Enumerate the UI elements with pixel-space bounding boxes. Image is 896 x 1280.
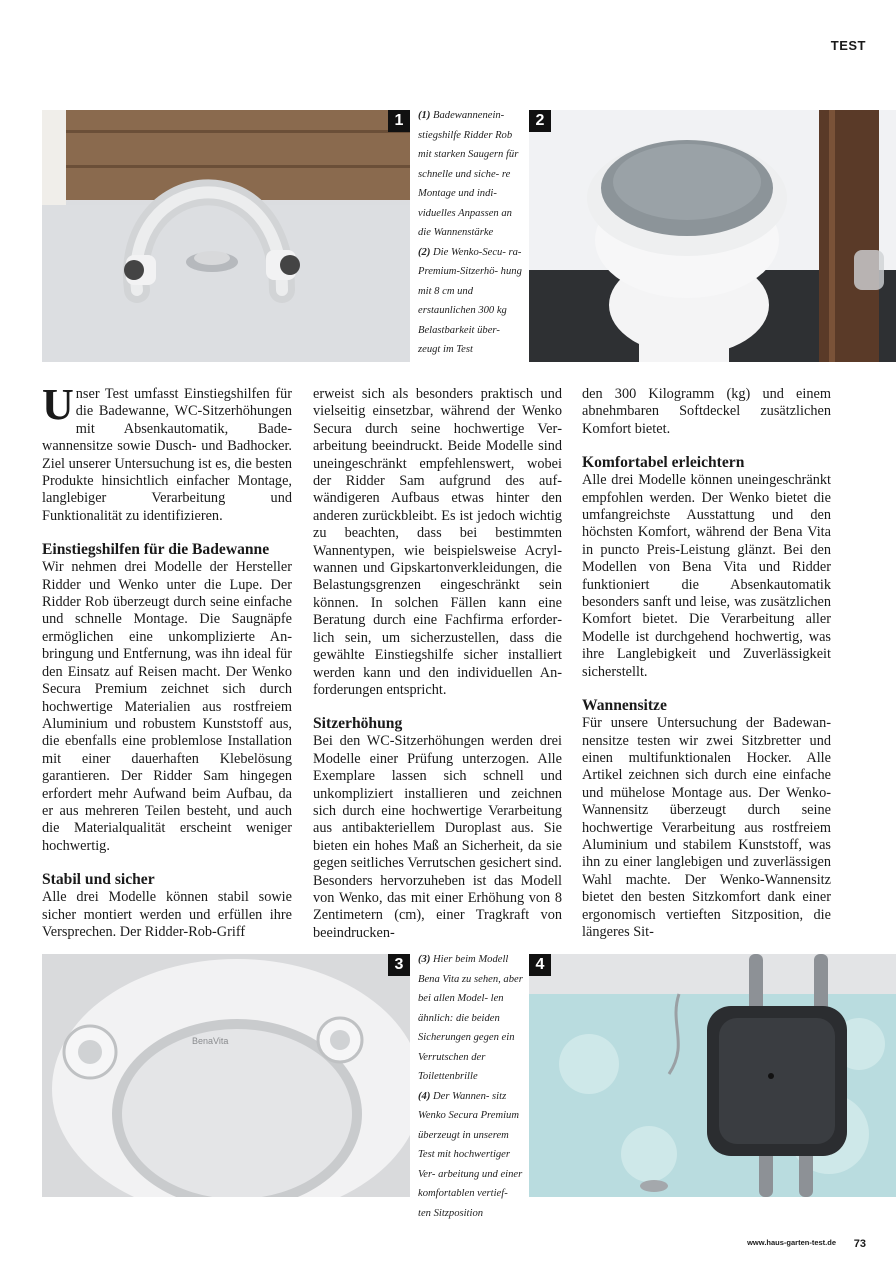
photo-4 (529, 954, 896, 1197)
caption-number-3: (3) (418, 954, 431, 965)
caption-number-2: (2) (418, 246, 431, 258)
photo-number-4: 4 (529, 954, 551, 976)
photo-number-3: 3 (388, 954, 410, 976)
caption-number-4: (4) (418, 1090, 431, 1102)
heading-komfortabel: Komfortabel erleichtern (582, 454, 745, 472)
caption-text-4: Der Wannen- sitz Wenko Secura Premium überzeugt in unserem Test mit hochwertiger Ver- arbeitung und einer komfortablen vertief- ten Sitzposition (418, 1090, 523, 1219)
caption-top (418, 106, 523, 360)
paragraph-wannensitze: Für unsere Untersuchung der Badewannensitze testen wir zwei Sitzbretter und einen multifunktionalen Hocker. Alle Artikel zeichnen sich durch eine einfache und mühelose Montage aus. Der Wenko-Wannensitz überzeugt durch seine hochwertige Verarbeitung aus rostfreiem Aluminium und stabilem Kunststoff, was ihn zu einer langlebigen und zuverlässigen Wahl machte. Der Wenko-Wannensitz bietet den besten Sitzkomfort dank einer ergonomisch vertieften Sitzposition, die längeres Sit- (582, 715, 831, 940)
article-column-1 (42, 380, 292, 941)
heading-einstiegshilfen: Einstiegshilfen für die Badewanne (42, 541, 270, 559)
photo-number-2: 2 (529, 110, 551, 132)
paragraph-stabil: Alle drei Modelle können stabil sowie sicher montiert werden und erfüllen ihre Versprechen. Der Ridder-Rob-Griff (42, 889, 292, 940)
photo-1 (42, 110, 410, 362)
caption-number-1: (1) (418, 110, 431, 121)
paragraph-col2-1: erweist sich als besonders praktisch und vielseitig einsetzbar, während der Wenko Secura durch seine hochwertige Verarbeitung beeindruckt. Beide Modelle sind uneingeschränkt empfehlenswert, wobei der Ridder Sam aufgrund des aufwändigeren Aufbaus etwas hinter den anderen zurückbleibt. Es ist jedoch wichtig zu beachten, dass bei bestimmten Wannentypen, wie beispielsweise Acrylwannen und Gipskartonverkleidungen, die Belastungsgrenzen eingeschränkt sein können. In solchen Fällen kann eine Beratung durch eine Fachfirma erforderlich sein, um sicherzustellen, dass die gewählte Einstiegshilfe sicher installiert werden kann und den individuellen Anforderungen entspricht. (313, 386, 562, 698)
photo-number-1: 1 (388, 110, 410, 132)
article-column-3 (582, 386, 831, 941)
caption-text-1: Badewannenein- stiegshilfe Ridder Rob mit starken Saugern für schnelle und siche- re Montage und indi- viduelles Anpassen an die Wannenstärke (418, 110, 519, 238)
section-tag: TEST (830, 38, 866, 53)
footer-url: www.haus-garten-test.de (747, 1238, 836, 1247)
heading-stabil: Stabil und sicher (42, 871, 155, 889)
article-column-2 (313, 386, 562, 942)
heading-wannensitze: Wannensitze (582, 697, 667, 715)
caption-text-3: Hier beim Modell Bena Vita zu sehen, aber bei allen Model- len ähnlich: die beiden Sicherungen gegen ein Verrutschen der Toilettenbrille (418, 954, 523, 1082)
dropcap: U (42, 380, 74, 429)
paragraph-einstiegshilfen: Wir nehmen drei Modelle der Hersteller Ridder und Wenko unter die Lupe. Der Ridder Rob überzeugt durch seine einfache und schnelle Montage. Die Saugnäpfe ermöglichen eine unkomplizierte Anbringung und Entfernung, was ihn ideal für den Einsatz auf Reisen macht. Der Wenko Secura Premium zeichnet sich durch hochwertige Materialien aus rostfreiem Aluminium und robustem Kunststoff aus, die ebenfalls eine problemlose Installation mit einer dauerhaften Klebelösung garantieren. Der Ridder Sam hingegen erfordert mehr Aufwand beim Aufbau, da er aus mehreren Teilen besteht, und auch die Materialqualität erscheint weniger hochwertig. (42, 559, 292, 854)
caption-text-2: Die Wenko-Secu- ra-Premium-Sitzerhö- hung mit 8 cm und erstaunlichen 300 kg Belastbarkeit über- zeugt im Test (418, 246, 522, 355)
article-intro: nser Test umfasst Einstiegshilfen für die Badewanne, WC-Sitzerhöhungen mit Absenkautomatik, Badewannensitze sowie Dusch- und Badhocker. Ziel unserer Untersuchung ist es, die besten Produkte hinsichtlich einfacher Montage, langlebiger Verarbeitung und Funktionalität zu identifizieren. (42, 386, 292, 524)
paragraph-sitzerhoehung: Bei den WC-Sitzerhöhungen werden drei Modelle einer Prüfung unterzogen. Alle Exemplare lassen sich schnell und unkompliziert installieren und zeichnen sich durch eine hochwertige Verarbeitung aus antibakteriellem Duroplast aus. Sie bieten ein hohes Maß an Sicherheit, da sie gegen seitliches Verrutschen gesichert sind. Besonders hervorzuheben ist das Modell von Wenko, das mit einer Erhöhung von 8 Zentimetern (cm), einer Tragkraft von beeindrucken- (313, 733, 562, 941)
photo-3 (42, 954, 410, 1197)
bena-vita-logo: BenaVita (192, 1036, 229, 1046)
caption-bottom (418, 950, 523, 1223)
paragraph-komfortabel: Alle drei Modelle können uneingeschränkt empfohlen werden. Der Wenko bietet die umfangreichste Ausstattung und den höchsten Komfort, während der Bena Vita in puncto Preis-Leistung glänzt. Bei den Modellen von Bena Vita und Ridder funktioniert die Absenkautomatik besonders sanft und leise, was zusätzlichen Komfort bietet. Die Verarbeitung aller Modelle ist durchgehend hochwertig, was ihre Langlebigkeit und Zuverlässigkeit sicherstellt. (582, 472, 831, 680)
paragraph-col3-1: den 300 Kilogramm (kg) und einem abnehmbaren Softdeckel zusätzlichen Komfort bietet. (582, 386, 831, 437)
heading-sitzerhoehung: Sitzerhöhung (313, 715, 403, 733)
page-number: 73 (853, 1238, 866, 1250)
photo-2 (529, 110, 896, 362)
